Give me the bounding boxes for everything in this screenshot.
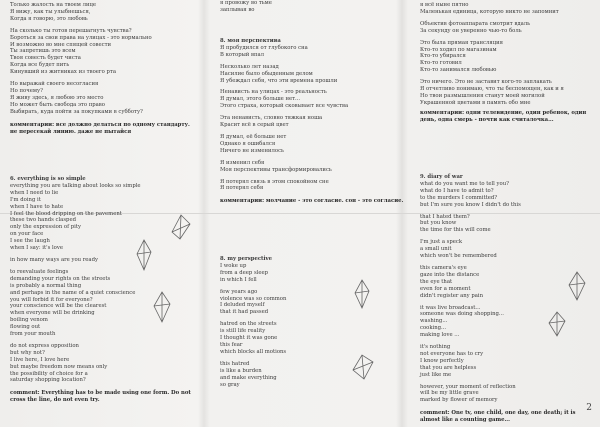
poem-line: gaze into the distance bbox=[420, 271, 480, 278]
poem-line: I know perfectly bbox=[420, 357, 464, 364]
poem-line: Кто-то ходил по магазинам bbox=[420, 46, 497, 53]
poem-line: you will forbid it for everyone? bbox=[10, 296, 93, 303]
poem-line: from your mouth bbox=[10, 331, 56, 338]
poem-line: Ненависть на улицах - это реальность bbox=[220, 89, 327, 96]
poem-line: Выбирать, куда пойти за покупками в субботу? bbox=[10, 108, 143, 115]
poem-line: to reevaluate feelings bbox=[10, 268, 69, 275]
poem-8-russian bbox=[220, 45, 403, 192]
crystal-sketch-icon bbox=[150, 290, 174, 324]
poem-line: violence was so common bbox=[220, 295, 287, 302]
crystal-sketch-icon bbox=[546, 310, 568, 338]
poem-line: Я потерял связь в этом спокойном сне bbox=[220, 178, 329, 185]
poem-line: flowing out bbox=[10, 324, 41, 331]
poem-line: Объектив фотоаппарата смотрит вдаль bbox=[420, 20, 531, 27]
poem-line: Я думал, её больше нет bbox=[220, 133, 287, 140]
crystal-sketch-icon bbox=[566, 270, 588, 302]
poem-line: За секунду он уверенно чью-то боль bbox=[420, 27, 522, 34]
poem-6-title: 6. everything is so simple bbox=[10, 176, 86, 182]
poem-line: Я изменил себя bbox=[220, 159, 265, 166]
poem-line: Кто-то готовил bbox=[420, 60, 462, 67]
poem-line: this camera's eye bbox=[420, 264, 467, 271]
poem-line: in which I fell bbox=[220, 276, 257, 283]
poem-line: however, your moment of reflection bbox=[420, 383, 516, 390]
poem-line: В который впал bbox=[220, 51, 265, 58]
poem-line: cooking... bbox=[420, 325, 447, 332]
poem-line: I'm doing it bbox=[10, 196, 41, 203]
poem-line: Бороться за свои права на улицах - это нормально bbox=[10, 34, 152, 41]
poem-line: from a deep sleep bbox=[220, 269, 269, 276]
poem-line: Когда я говорю, это любовь bbox=[10, 15, 88, 22]
poem-line: when I have to hate bbox=[10, 203, 64, 210]
poem-line: so gray bbox=[220, 381, 240, 388]
poem-line: is probably a normal thing bbox=[10, 282, 82, 289]
poem-line: Я отчетливо понимаю, что ты беспомощен, как и я bbox=[420, 86, 564, 93]
poem-line: a small unit bbox=[420, 246, 452, 253]
poem-line: Это ничего. Это не заставит кого-то заплакать bbox=[420, 79, 552, 86]
poem-line: but I'm sure you know I didn't do this bbox=[420, 201, 521, 208]
poem-line: the eye that bbox=[420, 278, 453, 285]
poem-line: to the murders I committed? bbox=[420, 194, 498, 201]
column-1 bbox=[10, 2, 195, 135]
poem-8-english bbox=[220, 263, 286, 389]
poem-line: what do I have to admit to? bbox=[420, 187, 494, 194]
poem-line: I see the laugh bbox=[10, 238, 50, 245]
poem-line: the possibility of choice for a bbox=[10, 370, 88, 377]
poem-line: it's nothing bbox=[420, 344, 451, 351]
poem-line: is like a burden bbox=[220, 367, 262, 374]
poem-line: Я живу здесь, я любою это место bbox=[10, 94, 104, 101]
poem-line: didn't register any pain bbox=[420, 292, 484, 299]
poem-line: but why not? bbox=[10, 349, 45, 356]
poem-line: not everyone has to cry bbox=[420, 350, 484, 357]
poem-5-russian bbox=[10, 2, 195, 116]
poem-line: I deluded myself bbox=[220, 302, 265, 309]
poem-line: everything you are talking about looks so simple bbox=[10, 182, 141, 189]
poem-line: on your face bbox=[10, 231, 44, 238]
poem-line: the time for this will come bbox=[420, 227, 491, 234]
poem-line: Но почему? bbox=[10, 87, 43, 94]
poem-line: few years ago bbox=[220, 288, 258, 295]
poem-line: when I say: it's love bbox=[10, 245, 63, 252]
poem-line: which blocks all motions bbox=[220, 348, 287, 355]
poem-line: Но выражай своего несогласия bbox=[10, 81, 99, 88]
poem-line: Кто-то занимался любовью bbox=[420, 67, 497, 74]
poem-8-title-en: 8. my perspective bbox=[220, 256, 272, 262]
poem-line: Я думал, этого больше нет... bbox=[220, 96, 301, 103]
poem-line: Когда все будет пить bbox=[10, 62, 70, 69]
poem-line: only the expression of pity bbox=[10, 224, 81, 231]
page-number: 2 bbox=[586, 403, 592, 413]
poem-line: that I hated them? bbox=[420, 213, 470, 220]
column-2-russian bbox=[220, 38, 403, 205]
poem-line: do not express opposition bbox=[10, 342, 79, 349]
poem-line: these two hands clasped bbox=[10, 217, 76, 224]
poem-8-title-ru: 8. моя перспектива bbox=[220, 38, 281, 44]
poem-line: when everyone will be drinking bbox=[10, 310, 95, 317]
poem-line: hatred on the streets bbox=[220, 321, 277, 328]
poem-line: boiling venom bbox=[10, 317, 48, 324]
poem-line: marked by flower of memory bbox=[420, 397, 498, 404]
poem-line: Украшенной цветами в память обо мне bbox=[420, 99, 531, 106]
poem-line: Я потерял себя bbox=[220, 185, 264, 192]
poem-line: I thought it was gone bbox=[220, 335, 278, 342]
poem-line: and perhaps in the name of a quiet conscience bbox=[10, 289, 136, 296]
poem-line: Ничего не изменилось bbox=[220, 147, 284, 154]
poem-line: Эта ненависть, словно тяжкая ноша bbox=[220, 115, 323, 122]
poem-line: Но твои размышления станут моей могилой bbox=[420, 92, 545, 99]
poem-line: Несколько лет назад bbox=[220, 63, 279, 70]
poem-line: Однако я ошибался bbox=[220, 140, 276, 147]
poem-line: washing... bbox=[420, 318, 448, 325]
poem-line: Только жалость на твоем лице bbox=[10, 2, 97, 8]
poem-line: someone was doing shopping... bbox=[420, 311, 504, 318]
poem-line: just like me bbox=[420, 371, 452, 378]
crystal-sketch-icon bbox=[134, 238, 154, 272]
comment-ru-1: комментарии: все должно делаться по одному стандарту. не пересекай линию. даже не пытайся bbox=[10, 121, 190, 135]
poem-line: Кинувший из житниках из твоего рта bbox=[10, 69, 117, 76]
poem-line: even for a moment bbox=[420, 285, 471, 292]
poem-9-title: 9. diary of war bbox=[420, 174, 463, 180]
poem-line: that it had passed bbox=[220, 309, 269, 316]
poem-line: И возможно во мне спящей совести bbox=[10, 41, 112, 48]
poem-line: I'm just a speck bbox=[420, 239, 463, 246]
poem-line: заплывая во bbox=[220, 6, 255, 13]
poem-line: in how many ways are you ready bbox=[10, 256, 98, 263]
poem-9-english bbox=[420, 181, 580, 404]
poem-line: Я вижу, как ты улыбнешься, bbox=[10, 8, 91, 15]
column-2 bbox=[220, 0, 272, 14]
poem-7-fragment bbox=[220, 0, 272, 14]
column-3 bbox=[420, 2, 590, 124]
poem-line: I live here, I love here bbox=[10, 356, 70, 363]
comment-en-1: comment: Everything has to be made using one form. Do not cross the line, do not even try. bbox=[10, 390, 191, 404]
poem-line: but maybe freedom now means only bbox=[10, 363, 108, 370]
poem-line: Но может быть свобода это право bbox=[10, 101, 105, 108]
poem-line: Твоя совесть будет чиста bbox=[10, 55, 81, 62]
poem-line: when I need to lie bbox=[10, 189, 59, 196]
poem-line: На сколько ты готов перешагнуть чувства? bbox=[10, 27, 132, 34]
poem-line: demanding your rights on the streets bbox=[10, 275, 111, 282]
poem-line: it was live broadcast... bbox=[420, 304, 481, 311]
poem-line: and make everything bbox=[220, 374, 277, 381]
comment-ru-3: комментарии: одни телевидение, один ребенок, один день, одна смерь - почти как считалочка... bbox=[420, 110, 587, 124]
poem-line: is still life reality bbox=[220, 328, 266, 335]
poem-line: Кто-то убирался bbox=[420, 53, 466, 60]
poem-line: Ты запретишь это всем bbox=[10, 48, 76, 55]
poem-line: Маленькая единица, которую никто не запомнит bbox=[420, 8, 559, 15]
poem-line: Насилие было обыденным делом bbox=[220, 70, 313, 77]
poem-line: what do you want me to tell you? bbox=[420, 180, 509, 187]
poem-line: that you are helpless bbox=[420, 364, 477, 371]
poem-line: this fear bbox=[220, 341, 243, 348]
poem-line: я всё ныне пятно bbox=[420, 2, 469, 8]
column-2-english bbox=[220, 256, 286, 388]
crystal-sketch-icon bbox=[168, 212, 194, 242]
poem-line: saturday shopping location? bbox=[10, 377, 86, 384]
poem-line: which won't be remembered bbox=[420, 253, 497, 260]
poem-line: Я пробудился от глубокого сна bbox=[220, 44, 308, 51]
crystal-sketch-icon bbox=[352, 278, 372, 310]
poem-line: я провожу во тьме bbox=[220, 0, 272, 6]
comment-en-3: comment: One tv, one child, one day, one death; it is almost like a counting game... bbox=[420, 410, 576, 424]
poem-line: I woke up bbox=[220, 262, 247, 269]
poem-line: Красит всё в серый цвет bbox=[220, 122, 289, 129]
poem-line: Моя перспективы трансформировались bbox=[220, 166, 332, 173]
poem-line: your conscience will be the clearest bbox=[10, 303, 107, 310]
crystal-sketch-icon bbox=[350, 352, 376, 382]
poem-line: Это была прямая трансляция bbox=[420, 39, 503, 46]
comment-ru-2: комментарии: молчание - это согласие. сон - это согласие. bbox=[220, 198, 404, 205]
poem-line: Этого страха, который сковывает все чувства bbox=[220, 103, 349, 110]
column-3-english bbox=[420, 174, 580, 424]
poem-line: making love ... bbox=[420, 332, 460, 339]
poem-line: but you know bbox=[420, 220, 457, 227]
poem-line: this hatred bbox=[220, 360, 250, 367]
poem-line: I feel the blood dripping on the pavement bbox=[10, 210, 122, 217]
poem-line: will be my little grave bbox=[420, 390, 479, 397]
poem-9-russian bbox=[420, 2, 590, 107]
poem-line: Я убеждал себя, что эти времена прошли bbox=[220, 77, 338, 84]
